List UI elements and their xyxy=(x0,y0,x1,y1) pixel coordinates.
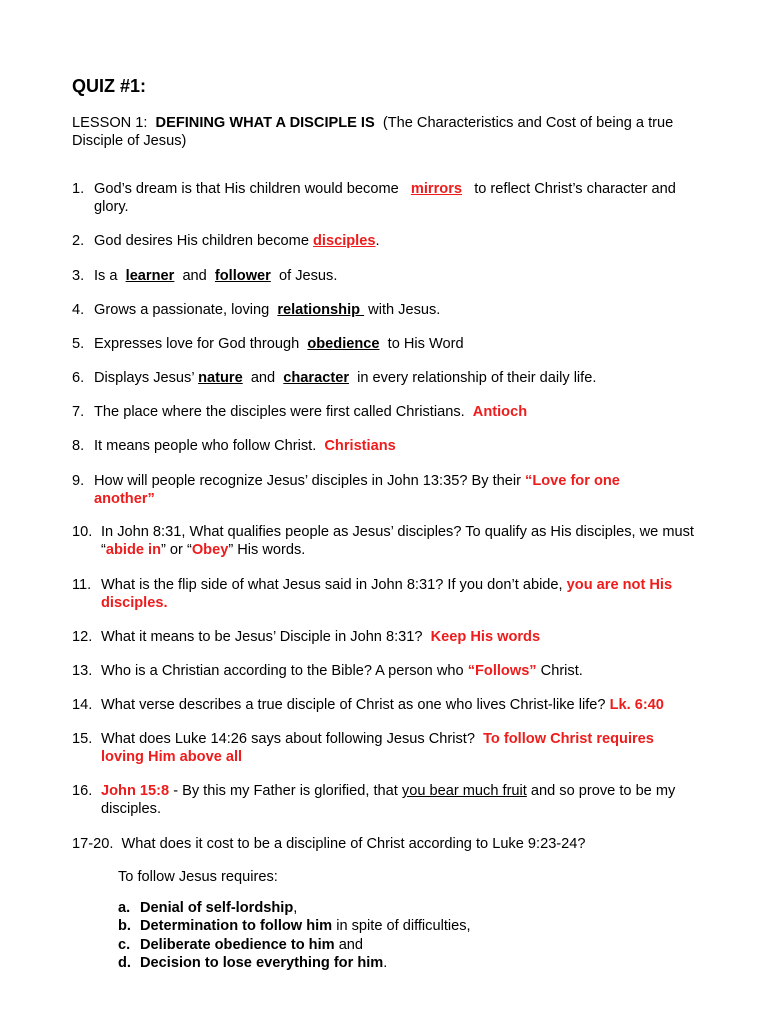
requirement-item xyxy=(118,899,471,917)
requirements-intro: To follow Jesus requires: xyxy=(118,869,278,885)
question-text: God’s dream is that His children would become xyxy=(94,181,399,197)
question-number: 12. xyxy=(72,629,93,645)
question-number: 4. xyxy=(72,302,85,318)
item-letter: b. xyxy=(118,918,131,935)
requirement-item xyxy=(118,954,471,972)
answer: you are not His disciples. xyxy=(101,577,673,611)
question-number: 13. xyxy=(72,663,93,679)
answer: Lk. 6:40 xyxy=(609,697,664,713)
question-text-end: to His Word xyxy=(387,336,464,352)
question-number: 14. xyxy=(72,697,93,713)
question-15 xyxy=(72,730,700,766)
question-text-end: with Jesus. xyxy=(368,302,441,318)
question-text: Expresses love for God through xyxy=(94,336,300,352)
question-text: Grows a passionate, loving xyxy=(94,302,270,318)
question-16 xyxy=(72,782,700,818)
question-text: God desires His children become xyxy=(94,233,309,249)
answer: To follow Christ requires loving Him above all xyxy=(101,731,654,765)
lesson-header xyxy=(72,114,700,150)
item-letter: d. xyxy=(118,954,131,971)
question-13 xyxy=(72,662,700,680)
answer: “Follows” xyxy=(467,663,537,679)
answer-1: nature xyxy=(198,370,243,386)
question-text-end: of Jesus. xyxy=(278,268,338,284)
item-bold: Denial of self-lordship xyxy=(140,900,294,916)
question-text: Who is a Christian according to the Bible? A person who xyxy=(101,663,464,679)
question-text: The place where the disciples were first called Christians. xyxy=(94,404,465,420)
question-text: Is a xyxy=(94,268,118,284)
underlined-phrase: you bear much fruit xyxy=(401,783,527,799)
question-text: It means people who follow Christ. xyxy=(94,438,317,454)
lesson-heading: DEFINING WHAT A DISCIPLE IS xyxy=(155,115,375,131)
item-bold: Deliberate obedience to him xyxy=(140,936,335,953)
question-number: 1. xyxy=(72,181,85,197)
answer: disciples xyxy=(313,233,376,249)
question-8 xyxy=(72,437,700,455)
question-text: In John 8:31, What qualifies people as Jesus’ disciples? To qualify as His disciples, we must “ xyxy=(101,524,694,558)
answer: obedience xyxy=(307,336,380,352)
question-text-end: . xyxy=(375,233,380,249)
question-14 xyxy=(72,696,700,714)
question-number: 9. xyxy=(72,473,85,489)
question-text-mid: and xyxy=(182,268,207,284)
question-text: Displays Jesus’ xyxy=(94,370,195,386)
question-12 xyxy=(72,628,700,646)
item-letter: a. xyxy=(118,900,131,916)
answer: Christians xyxy=(324,438,396,454)
question-6 xyxy=(72,369,700,387)
question-number: 16. xyxy=(72,783,93,799)
question-text-mid: and xyxy=(250,370,276,386)
question-text: - By this my Father is glorified, that xyxy=(173,783,398,799)
question-number: 5. xyxy=(72,336,85,352)
lesson-subtitle: (The Characteristics and Cost of being a true Disciple of Jesus) xyxy=(72,115,674,149)
question-text: What does it cost to be a discipline of Christ according to Luke 9:23-24? xyxy=(121,836,586,852)
question-text: What it means to be Jesus’ Disciple in John 8:31? xyxy=(101,629,423,645)
question-text: What verse describes a true disciple of Christ as one who lives Christ-like life? xyxy=(101,697,606,713)
question-3 xyxy=(72,267,700,285)
answer: Keep His words xyxy=(430,629,541,645)
item-letter: c. xyxy=(118,936,131,953)
question-number: 8. xyxy=(72,438,85,454)
answer: relationship xyxy=(277,302,361,318)
question-4 xyxy=(72,301,700,319)
question-5 xyxy=(72,335,700,353)
answer: “Love for one another” xyxy=(94,473,620,507)
question-10 xyxy=(72,523,700,559)
answer: John 15:8 xyxy=(101,783,170,799)
answer-1: learner xyxy=(125,268,175,284)
answer-1: abide in xyxy=(105,542,162,558)
question-number: 17-20. xyxy=(72,836,114,852)
question-text: How will people recognize Jesus’ disciples in John 13:35? By their xyxy=(94,473,521,489)
requirement-item xyxy=(118,936,471,954)
question-text-end: to reflect Christ’s character and glory. xyxy=(94,181,676,215)
question-text-end: and so prove to be my disciples. xyxy=(101,783,676,817)
answer-2: character xyxy=(283,370,349,386)
question-text-end: in every relationship of their daily life. xyxy=(357,370,597,386)
question-number: 3. xyxy=(72,268,85,284)
question-text-mid: ” or “ xyxy=(161,542,192,558)
answer: Antioch xyxy=(472,404,528,420)
item-rest: . xyxy=(383,954,388,971)
question-11 xyxy=(72,576,700,612)
question-text: What is the flip side of what Jesus said in John 8:31? If you don’t abide, xyxy=(101,577,563,593)
item-bold: Decision to lose everything for him xyxy=(140,954,384,971)
question-1 xyxy=(72,180,700,216)
question-number: 11. xyxy=(72,577,92,593)
item-bold: Determination to follow him xyxy=(140,918,333,935)
quiz-title: QUIZ #1: xyxy=(72,76,147,96)
question-17-20 xyxy=(72,835,700,853)
item-rest: in spite of difficulties, xyxy=(332,918,471,935)
item-rest: and xyxy=(334,936,364,953)
question-2 xyxy=(72,232,700,250)
answer-2: Obey xyxy=(191,542,229,558)
lesson-prefix: LESSON 1: xyxy=(72,115,148,131)
answer-2: follower xyxy=(214,268,271,284)
question-7 xyxy=(72,403,700,421)
requirement-item xyxy=(118,917,471,935)
requirements-list xyxy=(118,899,471,972)
question-number: 7. xyxy=(72,404,85,420)
answer: mirrors xyxy=(410,181,463,197)
question-number: 15. xyxy=(72,731,93,747)
question-text-end: ” His words. xyxy=(228,542,306,558)
question-text-end: Christ. xyxy=(540,663,583,679)
question-number: 6. xyxy=(72,370,85,386)
question-text: What does Luke 14:26 says about following Jesus Christ? xyxy=(101,731,475,747)
question-number: 10. xyxy=(72,524,93,540)
question-number: 2. xyxy=(72,233,85,249)
question-9 xyxy=(72,472,700,508)
item-rest: , xyxy=(293,900,298,916)
